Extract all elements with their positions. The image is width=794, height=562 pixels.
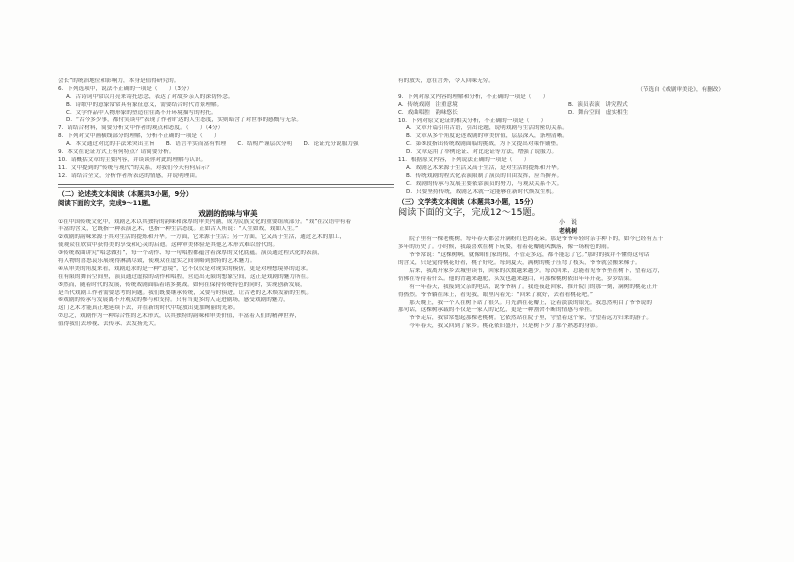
article-line: ③传统戏曲讲究“唱念做打”，每一个动作、每一句唱腔都蕴含着深厚的文化底蕴。演员通过程式化的表演， [58, 250, 323, 257]
article-line: 有的放矢，意在言外，令人回味无穷。 [398, 78, 494, 84]
question-line: 9．本文在论证方式上有何特点？请简要分析。 [58, 149, 175, 156]
article-line: ⑥戏剧的传承与发展离不开观众的参与和支持。只有当更多的人走进剧场，感受戏剧的魅力， [58, 297, 289, 304]
option-line: C．戏剧的传承与发展主要依靠演员的努力，与观众关系不大。 [406, 180, 563, 187]
options-row [398, 110, 738, 118]
article-title: 戏剧的韵味与审美 [198, 208, 258, 218]
story-heading: 小 说 [558, 219, 577, 227]
right-column [398, 78, 738, 331]
question-line: 会长”的统治地位和影响力，本身是值得研究的。 [58, 78, 180, 84]
article-line: 丰富的含义，它既指一种表演艺术，也指一种生活态度。正如古人所说：“人生如戏，戏如人生。” [58, 226, 299, 233]
question-line: 8．下列对文中画横线部分的理解，分析不正确的一项是（ ） [58, 133, 220, 140]
question-line: 10．下列对原文论证的相关分析，不正确的一项是（ ） [398, 117, 547, 124]
question-line: A．古诗词中常以月亮来寄托思念，表达了对故乡亲人的深切怀念。 [66, 93, 234, 100]
question-line: C．文学作品中人物形象的塑造往往离不开环境描写的衬托。 [66, 109, 217, 116]
option: A．传统戏剧 注重意境 [398, 101, 458, 108]
option-line: C．第⑤段指出传统戏剧面临的挑战，为下文提出对策作铺垫。 [406, 141, 562, 148]
question-line: 11．根据原文内容，下列说法正确的一项是（ ） [398, 157, 530, 164]
article-line: ⑤然而，随着时代的发展，传统戏剧面临着诸多挑战。如何在保持传统特色的同时，实现创新发展， [58, 281, 306, 288]
article-line: ④从审美的角度来看，戏剧追求的是一种“意境”，它不仅仅是对现实的模仿，更是对理想境界的追求。 [58, 265, 312, 272]
story-line: 多年的历史了。小时候，我最喜欢在树下玩耍，看着花瓣随风飘落，像一场粉色的雨。 [398, 244, 613, 251]
article-line: 在有限的舞台空间里，演员通过虚拟的动作和唱腔，营造出无限的想象空间，这正是戏剧的魅力所在。 [58, 273, 312, 280]
story-line: 爷爷常说：“这棵树啊，就像咱们家的根，不管走多远，都不能忘了它。”那时的我并不懂得这句话 [398, 252, 650, 259]
question-line: B．诗歌中的意象常常具有象征意义，需要结合时代背景理解。 [66, 101, 223, 108]
question-line: D．“古今多少事，都付笑谈中”表现了作者旷达的人生态度，实则暗含了对世事的感慨与无奈。 [66, 117, 303, 124]
section-divider [58, 187, 394, 188]
section-divider [58, 184, 394, 185]
question-line: 9．下列对原文内容的理解和分析，不正确的一项是（ ） [398, 93, 549, 100]
story-line: 那天晚上，我一个人在树下站了很久。月光洒在花瓣上，泛着淡淡的银光。我忽然明白了爷爷说的 [398, 299, 652, 306]
options-row [398, 102, 738, 110]
section-instruction: 阅读下面的文字，完成12～15题。 [398, 207, 541, 219]
question-line: 10．请概括文章的主要内容，并谈谈你对此的理解与认识。 [58, 156, 207, 163]
article-line: 是当代戏剧工作者需要思考的问题。我们既要继承传统，又要与时俱进，让古老的艺术焕发新的生机。 [58, 289, 312, 296]
section-instruction: 阅读下面的文字，完成9～11题。 [58, 198, 155, 207]
section-title: （三）文学类文本阅读（本题共3小题，15分） [398, 198, 538, 207]
section-title: （二）论述类文本阅读（本题共3小题，9分） [58, 189, 193, 198]
article-line: 将人物的喜怒哀乐展现得淋漓尽致，使观众在虚实之间领略到独特的艺术魅力。 [58, 258, 256, 265]
left-column [58, 78, 398, 329]
story-line: 爷爷走后，我常常想起那棵老桃树。它依然站在院子里，守望着这个家，守望着远方归来的游子。 [398, 315, 652, 322]
story-line: 得热烈。爷爷躺在床上，看见我，眼里闪着光：“回来了就好，去看看桃花吧。” [398, 291, 593, 298]
question-line: 7．请结合材料，简要分析文中作者的观点和态度。（ ）（4分） [58, 125, 224, 132]
article-line: ⑦总之，戏剧作为一种综合性的艺术形式，以其独特的韵味和审美价值，丰富着人们的精神世界， [58, 313, 301, 320]
option: D．舞台空间 虚实相生 [568, 109, 629, 116]
source-citation: （节选自《戏剧审美论》，有删改） [637, 86, 724, 93]
story-line: 那句话，这棵树承载的不仅是一家人的记忆，更是一种割舍不断的情感与牵挂。 [398, 307, 596, 314]
article-line: 这门艺术才能真正地延续下去，并在新的时代中绽放出更加绚丽的光彩。 [58, 305, 239, 312]
option-line: B．文章从多个角度论述戏剧的审美价值，层层深入，条理清晰。 [406, 133, 568, 140]
story-title: 老桃树 [558, 228, 578, 236]
question-line: 6．下列选项中，说法不正确的一项是（ ）（3分） [58, 85, 193, 92]
option-line: A．戏剧艺术来源于生活又高于生活，是对生活的提炼和升华。 [406, 164, 563, 171]
story-line: 仿佛在等待着什么。他的背越来越驼，头发也越来越白，可那棵桃树依旧年年开花，岁岁结果。 [398, 275, 636, 282]
option: C．戏曲唱腔 韵味悠长 [398, 109, 458, 116]
story-line: 今年春天，我又回到了家乡。桃花依旧盛开，只是树下少了那个熟悉的身影。 [398, 323, 602, 330]
option-line: D．只要坚持传统，戏剧艺术就一定能够在新时代焕发生机。 [406, 188, 558, 195]
article-line: 值得我们去珍视、去传承、去发扬光大。 [58, 321, 160, 328]
story-line: 后来，我离开家乡去城里读书，回家的次数越来越少。每次回来，总能看见爷爷坐在树下，望着远方， [398, 268, 664, 275]
question-line: 12．请结合全文，分析作者所表达的情感，并说明理由。 [58, 172, 201, 179]
article-line: ①在中国传统文化中，戏剧艺术以其独特的韵味和深厚的审美内涵，成为民族文化的重要组成部分。“戏”在汉语中有着 [58, 218, 352, 225]
article-line: ②戏剧的韵味来源于其对生活的提炼和升华。一方面，它来源于生活；另一方面，它又高于生活，通过艺术的加工， [58, 234, 346, 241]
story-line: 有一年春天，我接到父亲的电话，说爷爷病了。我连夜赶回家，推开院门的那一刻，满树的桃花正开 [398, 283, 658, 290]
story-line: 院子里有一棵老桃树，每年春天都会开满粉红色的花朵。那是爷爷年轻时亲手种下的，如今已经有五十 [398, 236, 664, 243]
story-line: 的含义，只是觉得桃花好看，桃子好吃。每到夏天，满树的桃子压弯了枝头，爷爷就会搬来梯子。 [398, 260, 641, 267]
question-line: 11．文中提到的“传统与现代”的关系，对我们今天有何启示？ [58, 164, 213, 171]
option-line: B．传统戏剧的程式化表演限制了演员的自由发挥，应当摒弃。 [406, 172, 563, 179]
option-line: A．文章开篇引用古语，引出论题，说明戏剧与生活的密切关系。 [406, 125, 568, 132]
question-line: A．本文通过对比的手法来突出主旨 B．语言平实而富有哲理 C．结构严谨层次分明 D．论证充分说服力强 [66, 141, 359, 148]
option-line: D．文章运用了举例论证、对比论证等方法，增强了说服力。 [406, 149, 558, 156]
option: B．演员表演 讲究程式 [568, 101, 628, 108]
article-line: 使观众在欣赏中获得美的享受和心灵的启迪。这种审美体验是其他艺术形式难以替代的。 [58, 242, 279, 249]
